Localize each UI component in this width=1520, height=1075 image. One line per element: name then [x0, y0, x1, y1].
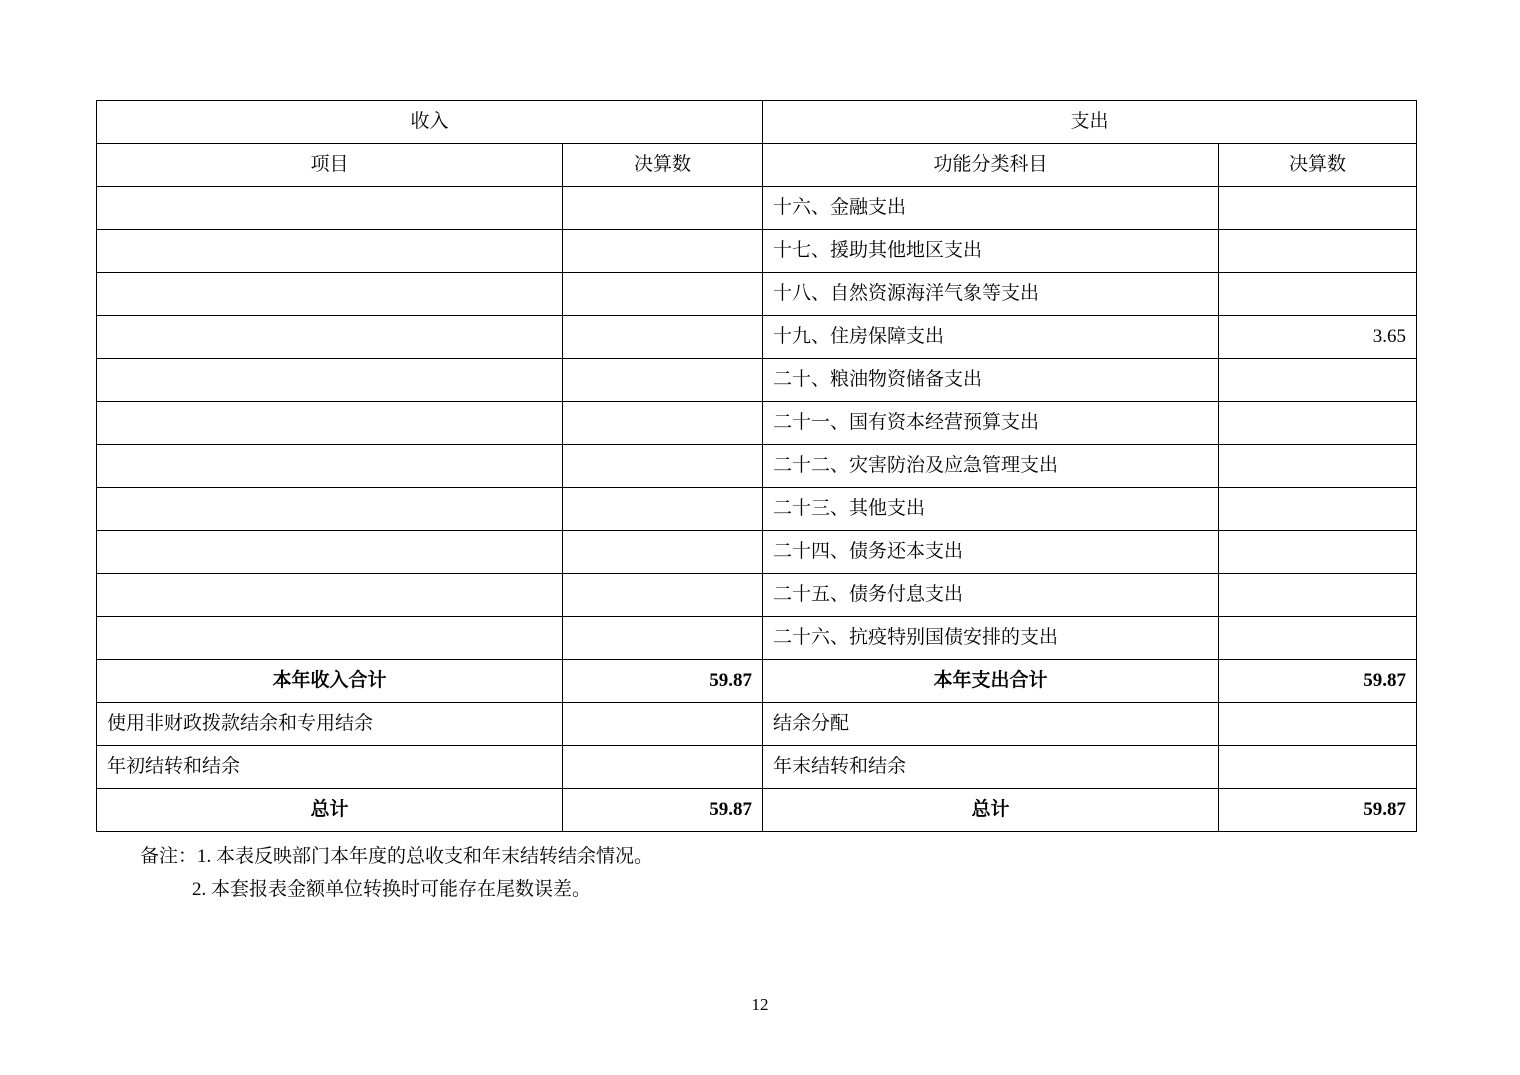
- cell-expenditure-amount: [1219, 359, 1417, 402]
- table-row: [97, 359, 1417, 402]
- cell-income-amount: 59.87: [563, 789, 763, 832]
- page-number: 12: [751, 995, 769, 1014]
- cell-expenditure-amount: [1219, 187, 1417, 230]
- table-row: [97, 746, 1417, 789]
- cell-income-item: [97, 617, 563, 660]
- table-row-grand-total: [97, 789, 1417, 832]
- column-header-income-item: 项目: [97, 144, 563, 187]
- cell-expenditure-amount: [1219, 273, 1417, 316]
- cell-expenditure-amount: [1219, 402, 1417, 445]
- cell-expenditure-amount: [1219, 703, 1417, 746]
- table-column-header-row: [97, 144, 1417, 187]
- cell-income-amount: [563, 703, 763, 746]
- cell-income-amount: [563, 746, 763, 789]
- table-row: [97, 316, 1417, 359]
- cell-income-amount: [563, 273, 763, 316]
- cell-income-amount: [563, 230, 763, 273]
- cell-expenditure-item: 十七、援助其他地区支出: [763, 230, 1219, 273]
- cell-income-item: 年初结转和结余: [97, 746, 563, 789]
- cell-income-amount: [563, 402, 763, 445]
- cell-expenditure-item: 十六、金融支出: [763, 187, 1219, 230]
- cell-income-item: [97, 445, 563, 488]
- cell-expenditure-item: 二十、粮油物资储备支出: [763, 359, 1219, 402]
- cell-income-amount: 59.87: [563, 660, 763, 703]
- cell-income-amount: [563, 617, 763, 660]
- cell-income-amount: [563, 445, 763, 488]
- table-row: [97, 531, 1417, 574]
- cell-income-amount: [563, 187, 763, 230]
- cell-expenditure-item: 二十二、灾害防治及应急管理支出: [763, 445, 1219, 488]
- cell-expenditure-item: 十九、住房保障支出: [763, 316, 1219, 359]
- group-header-expenditure: 支出: [763, 101, 1417, 144]
- cell-income-item: [97, 488, 563, 531]
- cell-expenditure-item: 二十四、债务还本支出: [763, 531, 1219, 574]
- cell-expenditure-amount: [1219, 230, 1417, 273]
- table-row: [97, 187, 1417, 230]
- table-row: [97, 617, 1417, 660]
- cell-expenditure-item: 二十一、国有资本经营预算支出: [763, 402, 1219, 445]
- cell-expenditure-item: 年末结转和结余: [763, 746, 1219, 789]
- budget-summary-table: [96, 100, 1417, 832]
- group-header-income: 收入: [97, 101, 763, 144]
- column-header-expenditure-item: 功能分类科目: [763, 144, 1219, 187]
- cell-expenditure-amount: [1219, 531, 1417, 574]
- table-row: [97, 230, 1417, 273]
- cell-income-item: 使用非财政拨款结余和专用结余: [97, 703, 563, 746]
- table-row-total-year: [97, 660, 1417, 703]
- table-row: [97, 574, 1417, 617]
- cell-expenditure-amount: 3.65: [1219, 316, 1417, 359]
- cell-expenditure-amount: 59.87: [1219, 660, 1417, 703]
- note-line-1: 备注：1. 本表反映部门本年度的总收支和年末结转结余情况。: [140, 846, 654, 867]
- cell-income-amount: [563, 316, 763, 359]
- table-group-header-row: [97, 101, 1417, 144]
- cell-expenditure-item: 十八、自然资源海洋气象等支出: [763, 273, 1219, 316]
- cell-income-item: [97, 531, 563, 574]
- cell-expenditure-amount: [1219, 617, 1417, 660]
- table-row: [97, 703, 1417, 746]
- cell-income-item: 本年收入合计: [97, 660, 563, 703]
- column-header-income-amount: 决算数: [563, 144, 763, 187]
- cell-expenditure-amount: [1219, 574, 1417, 617]
- cell-income-item: [97, 273, 563, 316]
- cell-income-amount: [563, 531, 763, 574]
- table-row: [97, 402, 1417, 445]
- cell-income-item: [97, 359, 563, 402]
- table-row: [97, 273, 1417, 316]
- cell-income-amount: [563, 488, 763, 531]
- cell-expenditure-amount: [1219, 746, 1417, 789]
- column-header-expenditure-amount: 决算数: [1219, 144, 1417, 187]
- cell-income-item: [97, 316, 563, 359]
- cell-income-item: [97, 574, 563, 617]
- cell-expenditure-item: 本年支出合计: [763, 660, 1219, 703]
- cell-expenditure-item: 总计: [763, 789, 1219, 832]
- cell-income-item: [97, 402, 563, 445]
- cell-expenditure-amount: 59.87: [1219, 789, 1417, 832]
- cell-income-amount: [563, 574, 763, 617]
- note-line-2: 2. 本套报表金额单位转换时可能存在尾数误差。: [192, 879, 592, 901]
- cell-income-item: [97, 230, 563, 273]
- cell-expenditure-item: 二十五、债务付息支出: [763, 574, 1219, 617]
- table-row: [97, 488, 1417, 531]
- cell-expenditure-amount: [1219, 445, 1417, 488]
- cell-expenditure-amount: [1219, 488, 1417, 531]
- cell-expenditure-item: 二十三、其他支出: [763, 488, 1219, 531]
- cell-income-item: 总计: [97, 789, 563, 832]
- cell-income-item: [97, 187, 563, 230]
- table-row: [97, 445, 1417, 488]
- table-notes: [140, 840, 653, 907]
- cell-income-amount: [563, 359, 763, 402]
- cell-expenditure-item: 结余分配: [763, 703, 1219, 746]
- cell-expenditure-item: 二十六、抗疫特别国债安排的支出: [763, 617, 1219, 660]
